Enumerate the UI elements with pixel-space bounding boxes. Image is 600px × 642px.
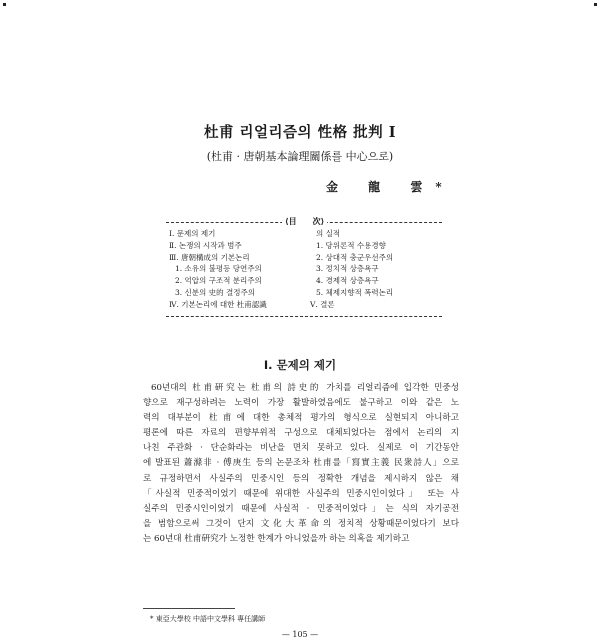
body-line: 「사실적 민중적이었기 때문에 위대한 사실주의 민중시인이었다」 또는 사	[143, 488, 459, 499]
footnote-divider	[143, 608, 235, 609]
body-text	[143, 381, 459, 547]
body-line: 실주의 민중시인이었기 때문에 사실적 · 민중적이었다」는 식의 자기공전	[143, 503, 459, 514]
toc-item: 1. 소유의 불평등 당연주의	[175, 264, 262, 274]
body-line: 는 60년대 杜甫硏究가 노정한 한계가 아니었을까 하는 의혹을 제기하고	[143, 533, 410, 544]
scan-corner-mark	[3, 3, 6, 6]
toc-item: 4. 경제적 상층욕구	[316, 276, 379, 286]
scan-corner-mark	[594, 3, 597, 6]
toc-item: Ⅴ. 결론	[310, 299, 335, 309]
body-line: 나친 주관화 · 단순화라는 비난을 면치 못하고 있다. 실제로 이 기간동안	[143, 443, 459, 454]
author-affiliation-footnote: * 東亞大學校 中語中文學科 專任講師	[150, 615, 266, 623]
body-line: 평론에 따른 자료의 편향부위적 구성으로 대체되었다는 점에서 논리의 지	[143, 428, 459, 439]
body-line: 향으로 재구성하려는 노력이 가장 활발하였음에도 불구하고 이와 같은 노	[143, 398, 459, 409]
table-of-contents	[166, 216, 442, 317]
toc-item: Ⅲ. 唐朝構成의 기본논리	[169, 252, 250, 262]
toc-item: 1. 당위론적 수용경향	[316, 240, 386, 250]
body-line: 에 발표된 蕭滌非 · 傅庚生 등의 논문조차 杜甫를「寫實主義 民衆詩人」으로	[143, 458, 459, 469]
body-line: 60년대의 杜甫硏究는 杜甫의 詩史的 가치를 리얼리즘에 입각한 민중성	[151, 383, 459, 393]
page-number: — 105 —	[281, 630, 319, 639]
toc-heading: ⟨目 次⟩	[282, 216, 327, 227]
toc-item: Ⅱ. 논쟁의 시작과 범주	[169, 240, 242, 250]
toc-item: 3. 정치적 상층욕구	[316, 264, 379, 274]
author-name: 金 龍 雲*	[326, 180, 455, 194]
toc-left-column	[169, 228, 267, 311]
body-line: 력의 대부분이 杜甫에 대한 총체적 평가의 형식으로 실현되지 아니하고	[143, 413, 459, 424]
article-title: 杜甫 리얼리즘의 性格 批判 Ⅰ	[203, 124, 396, 141]
toc-item: 3. 신분의 史的 결정주의	[175, 287, 256, 297]
body-line: 을 범함으로써 그것이 단지 文化大革命의 정치적 상황때문이었다기 보다	[143, 518, 459, 529]
toc-item: 5. 체제지향적 폭력논리	[316, 287, 394, 297]
section-heading: Ⅰ. 문제의 제기	[263, 358, 337, 372]
toc-right-column	[310, 228, 393, 311]
toc-item: Ⅳ. 기본논리에 대한 杜甫認識	[169, 299, 267, 309]
toc-item: 의 실적	[316, 229, 341, 238]
body-line: 로 규정하면서 사실주의 민중시인 등의 정확한 개념을 제시하지 않은 채	[143, 473, 459, 484]
article-subtitle: (杜甫 · 唐朝基本論理關係를 中心으로)	[206, 150, 394, 163]
toc-item: Ⅰ. 문제의 제기	[169, 229, 216, 238]
toc-item: 2. 상대적 충군우선주의	[316, 252, 394, 262]
toc-item: 2. 억압의 구조적 분리주의	[175, 276, 262, 286]
